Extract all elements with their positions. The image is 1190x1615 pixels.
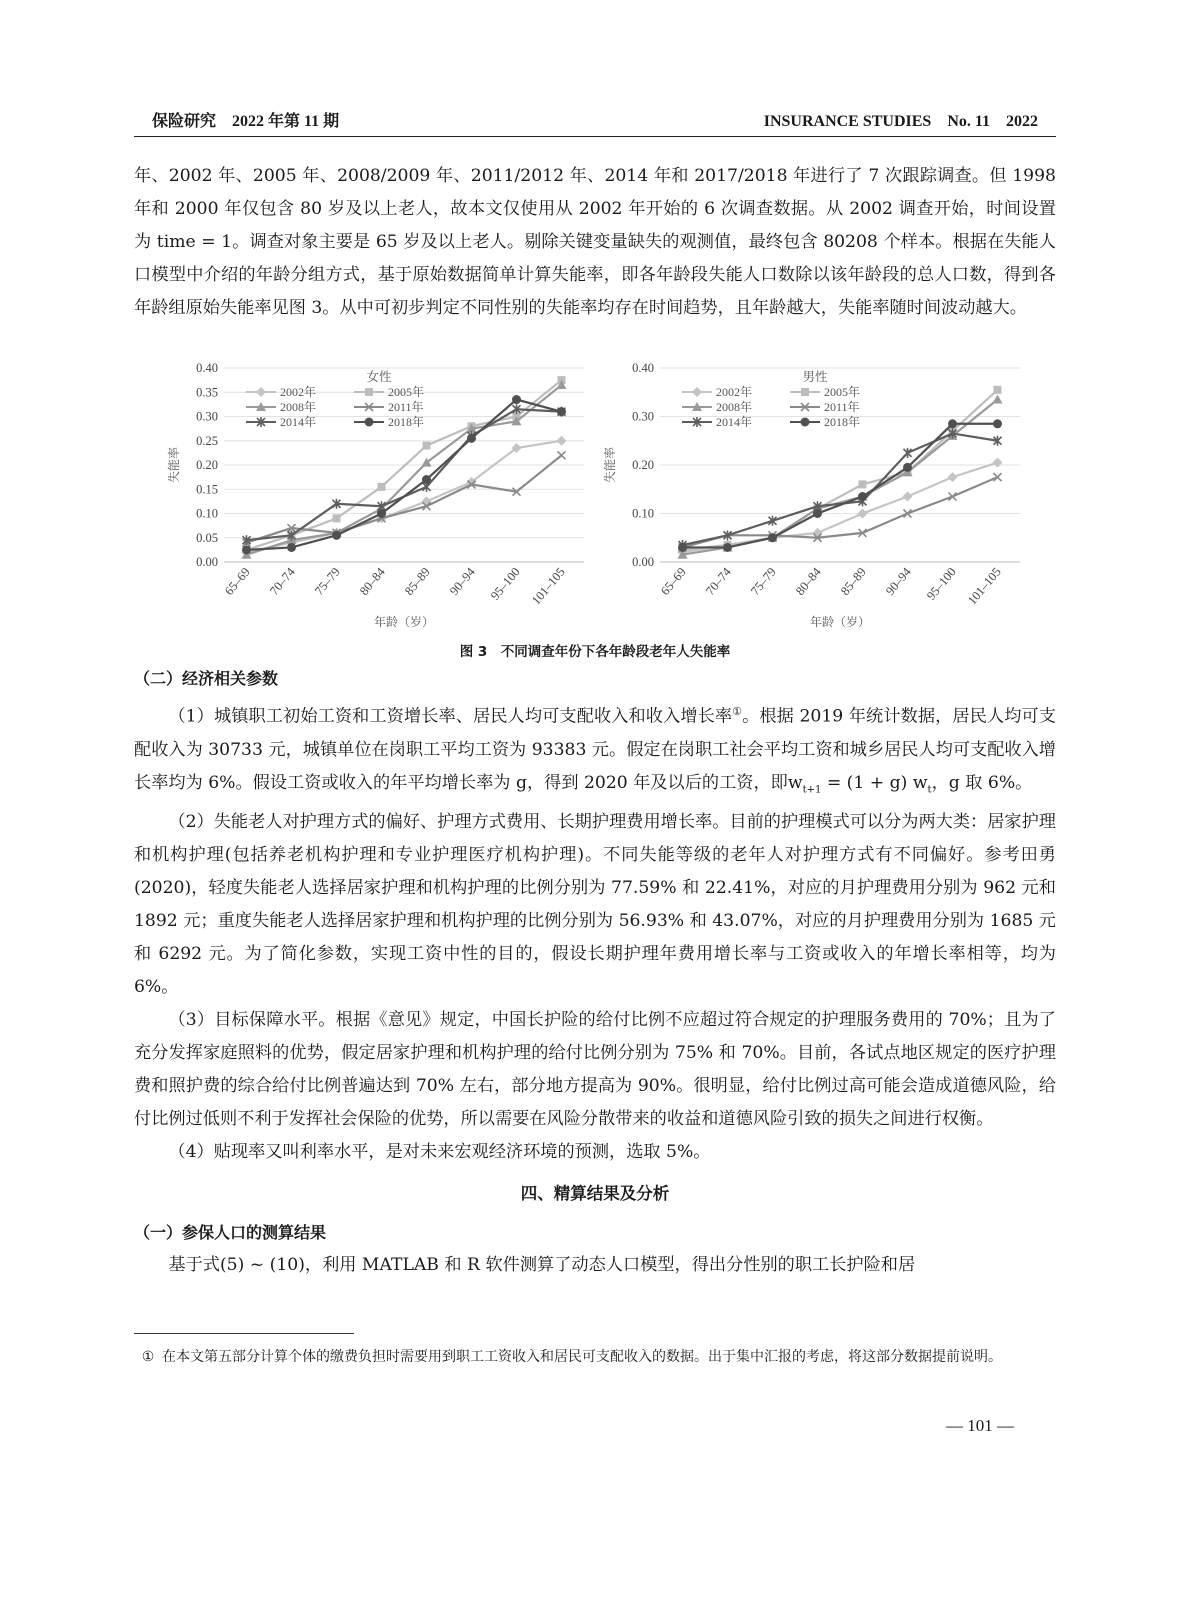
x-tick-label: 95–100	[923, 564, 959, 603]
subscript: t+1	[802, 784, 822, 796]
figure-caption: 图 3 不同调查年份下各年龄段老年人失能率	[459, 644, 731, 660]
data-point	[422, 475, 431, 484]
subscript: t	[927, 784, 932, 796]
legend-label: 2005年	[388, 385, 425, 399]
data-point	[333, 514, 341, 522]
figure-3	[134, 360, 1056, 632]
section-economic-params	[134, 662, 1056, 1282]
y-tick-label: 0.40	[632, 361, 654, 375]
data-point	[948, 419, 957, 428]
x-tick-label: 85–89	[837, 564, 869, 598]
y-tick-label: 0.10	[632, 506, 654, 521]
y-tick-label: 0.15	[196, 482, 218, 497]
footnote-ref[interactable]: ①	[732, 705, 743, 718]
data-point	[993, 395, 1003, 404]
x-tick-label: 75–79	[747, 564, 779, 598]
data-point	[557, 407, 566, 416]
y-tick-label: 0.40	[196, 361, 218, 375]
data-point	[903, 492, 913, 502]
legend-marker	[365, 418, 374, 427]
x-tick-label: 70–74	[266, 564, 298, 598]
data-point	[813, 509, 822, 518]
y-tick-label: 0.05	[196, 530, 218, 545]
subsection-heading-population: （一）参保人口的测算结果	[134, 1223, 327, 1243]
data-point	[678, 543, 687, 552]
chart-female-disability-rate	[164, 360, 594, 632]
chart-title: 女性	[366, 370, 392, 384]
text-run: ，g 取 6%。	[931, 772, 1033, 793]
text-run: = (1 + g) w	[821, 772, 928, 793]
data-point	[242, 545, 251, 554]
legend-label: 2008年	[280, 400, 317, 414]
data-point	[558, 451, 566, 459]
footnote-divider	[134, 1333, 354, 1334]
data-point	[467, 434, 476, 443]
data-point	[287, 543, 296, 552]
data-point	[557, 436, 567, 446]
footnote-text: 在本文第五部分计算个体的缴费负担时需要用到职工工资收入和居民可支配收入的数据。出于集中汇报的考虑，将这部分数据提前说明。	[162, 1349, 1002, 1365]
text-run: 。根据 2019 年统计数据，居民人均可支配收入为 30733 元，城镇单位在岗职工平均工资为 93383 元。假定在岗职工社会平均工资和城乡居民人均可支配收入增长率均为 6%。假设工资或收入的年平均增长率为 g，得到 2020 年及以后的工资，即w	[134, 706, 1056, 793]
data-point	[994, 386, 1002, 394]
text-run: （1）城镇职工初始工资和工资增长率、居民人均可支配收入和收入增长率	[168, 706, 733, 727]
page-number: — 101 —	[946, 1416, 1014, 1435]
footnote-mark: ①	[141, 1349, 155, 1365]
legend-marker	[365, 388, 373, 396]
section-heading-economic: （二）经济相关参数	[134, 669, 279, 688]
y-tick-label: 0.35	[196, 385, 218, 400]
paragraph-care-preference: （2）失能老人对护理方式的偏好、护理方式费用、长期护理费用增长率。目前的护理模式可以分为两大类：居家护理和机构护理(包括养老机构护理和专业护理医疗机构护理)。不同失能等级的老年人对护理方式有不同偏好。参考田勇(2020)，轻度失能老人选择居家护理和机构护理的比例分别为 77.59% 和 22.41%，对应的月护理费用分别为 962 元和 1892 元；重度失能老人选择居家护理和机构护理的比例分别为 56.93% 和 43.07%，对应的月护理费用分别为 1685 元和 6292 元。为了简化参数，实现工资中性的目的，假设长期护理年费用增长率与工资或收入的年增长率相等，均为 6%。	[134, 812, 1056, 998]
data-point	[768, 533, 777, 542]
running-header	[134, 106, 1056, 137]
data-point	[332, 531, 341, 540]
data-point	[994, 473, 1002, 481]
data-point	[423, 442, 431, 450]
x-tick-label: 85–89	[401, 564, 433, 598]
x-tick-label: 80–84	[792, 564, 824, 598]
legend-marker	[801, 418, 810, 427]
data-point	[903, 463, 912, 472]
legend-label: 2008年	[716, 400, 753, 414]
y-tick-label: 0.20	[632, 458, 654, 472]
legend-label: 2018年	[388, 415, 425, 429]
x-tick-label: 70–74	[702, 564, 734, 598]
x-tick-label: 65–69	[221, 564, 253, 598]
data-point	[904, 448, 912, 458]
data-point	[512, 395, 521, 404]
footnote	[134, 1346, 1056, 1369]
legend-label: 2014年	[280, 415, 317, 429]
legend-marker	[256, 387, 266, 397]
legend-marker	[692, 387, 702, 397]
chart-title: 男性	[802, 370, 828, 384]
y-tick-label: 0.10	[196, 506, 218, 521]
data-point	[993, 419, 1002, 428]
y-tick-label: 0.00	[196, 555, 218, 569]
x-tick-label: 101–105	[964, 564, 1004, 608]
y-tick-label: 0.25	[196, 433, 218, 448]
x-tick-label: 90–94	[882, 564, 914, 598]
legend-label: 2014年	[716, 415, 753, 429]
paragraph-wage-growth	[134, 695, 1056, 806]
y-axis-label: 失能率	[167, 446, 181, 484]
data-point	[858, 509, 868, 519]
journal-issue-cn: 保险研究 2022 年第 11 期	[152, 113, 340, 130]
paragraph-target-level: （3）目标保障水平。根据《意见》规定，中国长护险的给付比例不应超过符合规定的护理服务费用的 70%；且为了充分发挥家庭照料的优势，假定居家护理和机构护理的给付比例分别为 75% 和 70%。目前，各试点地区规定的医疗护理费和照护费的综合给付比例普遍达到 70% 左右，部分地方提高为 90%。很明显，给付比例过高可能会造成道德风险，给付比例过低则不利于发挥社会保险的优势，所以需要在风险分散带来的收益和道德风险引致的损失之间进行权衡。	[134, 1010, 1056, 1130]
x-tick-label: 90–94	[446, 564, 478, 598]
series-line	[683, 424, 998, 548]
data-point	[993, 458, 1003, 468]
paragraph-discount-rate: （4）贴现率又叫利率水平，是对未来宏观经济环境的预测，选取 5%。	[168, 1142, 711, 1163]
series-line	[683, 433, 998, 545]
data-point	[378, 483, 386, 491]
x-axis-label: 年龄（岁）	[809, 615, 871, 629]
x-axis-label: 年龄（岁）	[373, 615, 435, 629]
x-tick-label: 75–79	[311, 564, 343, 598]
data-point	[948, 472, 958, 482]
section-heading-results: 四、精算结果及分析	[520, 1184, 670, 1204]
journal-issue-en: INSURANCE STUDIES No. 11 2022	[763, 113, 1038, 130]
legend-label: 2002年	[716, 385, 753, 399]
legend-label: 2005年	[824, 385, 861, 399]
x-tick-label: 80–84	[356, 564, 388, 598]
y-tick-label: 0.30	[196, 409, 218, 424]
data-point	[858, 492, 867, 501]
paragraph-population-model: 基于式(5) ~ (10)，利用 MATLAB 和 R 软件测算了动态人口模型，得出分性别的职工长护险和居	[168, 1255, 916, 1276]
legend-label: 2002年	[280, 385, 317, 399]
y-tick-label: 0.00	[632, 555, 654, 569]
y-tick-label: 0.30	[632, 409, 654, 424]
data-point	[377, 509, 386, 518]
chart-male-disability-rate	[600, 360, 1030, 632]
x-tick-label: 95–100	[487, 564, 523, 603]
data-point	[859, 480, 867, 488]
y-tick-label: 0.20	[196, 458, 218, 472]
y-axis-label: 失能率	[603, 446, 617, 484]
paragraph-survey-data: 年、2002 年、2005 年、2008/2009 年、2011/2012 年、2014 年和 2017/2018 年进行了 7 次跟踪调查。但 1998 年和 2000 年仅包含 80 岁及以上老人，故本文仅使用从 2002 年开始的 6 次调查数据。从 2002 调查开始，时间设置为 time = 1。调查对象主要是 65 岁及以上老人。剔除关键变量缺失的观测值，最终包含 80208 个样本。根据在失能人口模型中介绍的年龄分组方式，基于原始数据简单计算失能率，即各年龄段失能人口数除以该年龄段的总人口数，得到各年龄组原始失能率见图 3。从中可初步判定不同性别的失能率均存在时间趋势，且年龄越大，失能率随时间波动越大。	[134, 166, 1056, 318]
data-point	[723, 543, 732, 552]
x-tick-label: 101–105	[528, 564, 568, 608]
x-tick-label: 65–69	[657, 564, 689, 598]
legend-label: 2018年	[824, 415, 861, 429]
legend-marker	[801, 388, 809, 396]
legend-label: 2011年	[824, 400, 860, 414]
intro-paragraph	[134, 160, 1056, 325]
legend-label: 2011年	[388, 400, 424, 414]
